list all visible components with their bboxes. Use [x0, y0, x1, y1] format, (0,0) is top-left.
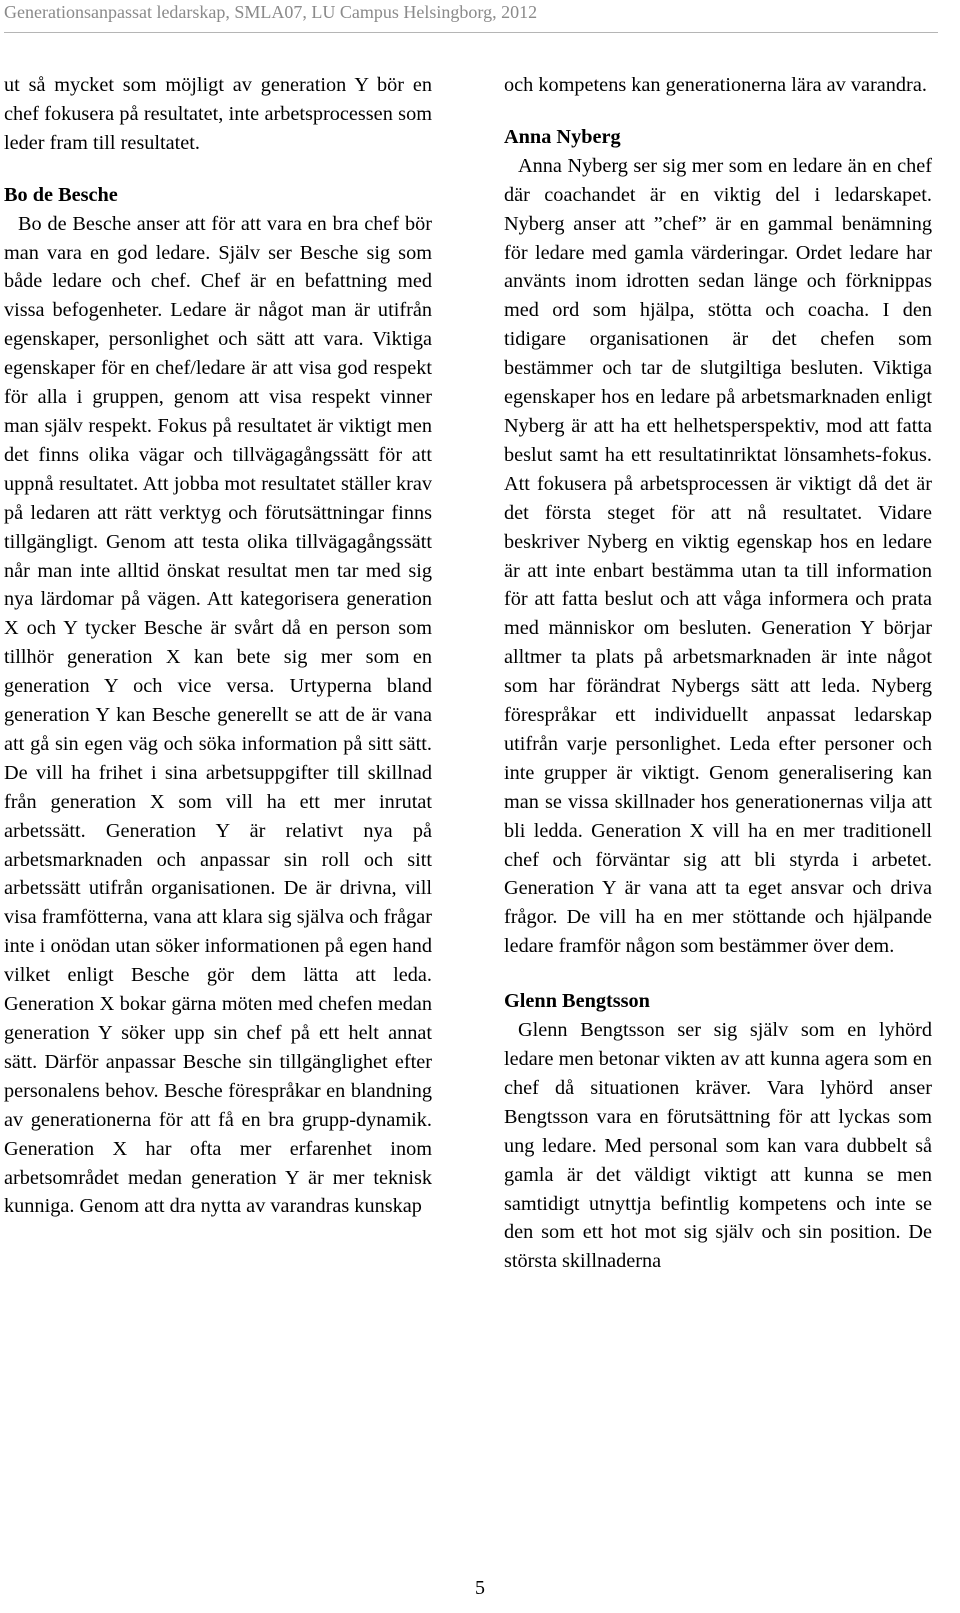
paragraph-spacer	[504, 961, 932, 987]
section-paragraph-glenn-bengtsson: Glenn Bengtsson ser sig själv som en lyhörd ledare men betonar vikten av att kunna agera som en chef då situationen kräver. Vara lyhörd anser Bengtsson vara en förutsättning för att lyckas som ung ledare. Med personal som kan vara dubbelt så gamla är det väldigt viktigt att kunna se men samtidigt utnyttja befintlig kompetens och inte se den som ett hot mot sig själv och sin position. De största skillnaderna	[504, 1019, 932, 1273]
running-header: Generationsanpassat ledarskap, SMLA07, LU Campus Helsingborg, 2012	[4, 2, 538, 22]
right-column	[504, 71, 932, 1276]
continued-paragraph: och kompetens kan generationerna lära av varandra.	[504, 74, 927, 96]
section-heading-anna-nyberg: Anna Nyberg	[504, 125, 621, 148]
section-paragraph-anna-nyberg: Anna Nyberg ser sig mer som en ledare än en chef där coachandet är en viktig del i ledarskapet. Nyberg anser att ”chef” är en gammal benämning för ledare med gamla värderingar. Ordet ledare har använts inom idrotten sedan länge och förknippas med ord som hjälpa, stötta och coacha. I den tidigare organisationen är det chefen som bestämmer och tar de slutgiltiga besluten. Viktiga egenskaper hos en ledare på arbetsmarknaden enligt Nyberg är att ha ett helhetsperspektiv, mod att fatta beslut samt ha ett resultatinriktat lönsamhets-fokus. Att fokusera på arbetsprocessen är viktigt då det är det första steget för att nå resultatet. Vidare beskriver Nyberg en viktig egenskap hos en ledare är att inte enbart bestämma utan ta till information för att fatta beslut och att våga informera och prata med människor om besluten. Generation Y börjar alltmer ta plats på arbetsmarknaden är inte något som har förändrat Nybergs sätt att leda. Nyberg förespråkar ett individuellt anpassat ledarskap utifrån varje personlighet. Leda efter personer och inte grupper är viktigt. Genom generalisering kan man se vissa skillnader hos generationernas vilja att bli ledda. Generation X vill ha en mer traditionell chef och förväntar sig att bli styrda i arbetet. Generation Y är vana att ta eget ansvar och driva frågor. De vill ha en mer stöttande och hjälpande ledare framför någon som bestämmer över dem.	[504, 154, 932, 958]
page-number: 5	[475, 1577, 485, 1599]
continued-paragraph: ut så mycket som möjligt av generation Y bör en chef fokusera på resultatet, inte arbetsprocessen som leder fram till resultatet.	[4, 74, 432, 154]
paragraph-spacer	[504, 100, 932, 123]
left-column	[4, 71, 432, 1221]
header-divider	[4, 32, 938, 33]
paragraph-spacer	[4, 158, 432, 181]
section-heading-glenn-bengtsson: Glenn Bengtsson	[504, 990, 650, 1013]
section-heading-bo-de-besche: Bo de Besche	[4, 183, 118, 206]
section-paragraph-bo-de-besche: Bo de Besche anser att för att vara en bra chef bör man vara en god ledare. Själv ser Besche sig som både ledare och chef. Chef är en befattning med vissa befogenheter. Ledare är något man är utifrån egenskaper, personlighet och sätt att vara. Viktiga egenskaper för en chef/ledare är att visa god respekt för alla i gruppen, genom att visa respekt vinner man själv respekt. Fokus på resultatet är viktigt men det finns olika vägar och tillvägagångssätt för att uppnå resultatet. Att jobba mot resultatet ställer krav på ledaren att rätt verktyg och förutsättningar finns tillgängligt. Genom att testa olika tillvägagångssätt når man inte alltid önskat resultat men tar med sig nya lärdomar på vägen. Att kategorisera generation X och Y tycker Besche är svårt då en person som tillhör generation X kan bete sig mer som en generation Y och vice versa. Urtyperna bland generation Y kan Besche generellt se att de är vana att gå sin egen väg och söka information på sitt sätt. De vill ha frihet i sina arbetsuppgifter till skillnad från generation X som vill ha ett mer inrutat arbetssätt. Generation Y är relativt nya på arbetsmarknaden och anpassar sin roll och sitt arbetssätt utifrån organisationen. De är drivna, vill visa framfötterna, vana att klara sig själva och frågar inte i onödan utan söker informationen på egen hand vilket enligt Besche gör dem lätta att leda. Generation X bokar gärna möten med chefen medan generation Y söker upp sin chef på ett helt annat sätt. Därför anpassar Besche sin tillgänglighet efter personalens behov. Besche förespråkar en blandning av generationerna för att få en bra grupp-dynamik. Generation X har ofta mer erfarenhet inom arbetsområdet medan generation Y är mer teknisk kunniga. Genom att dra nytta av varandras kunskap	[4, 212, 432, 1218]
